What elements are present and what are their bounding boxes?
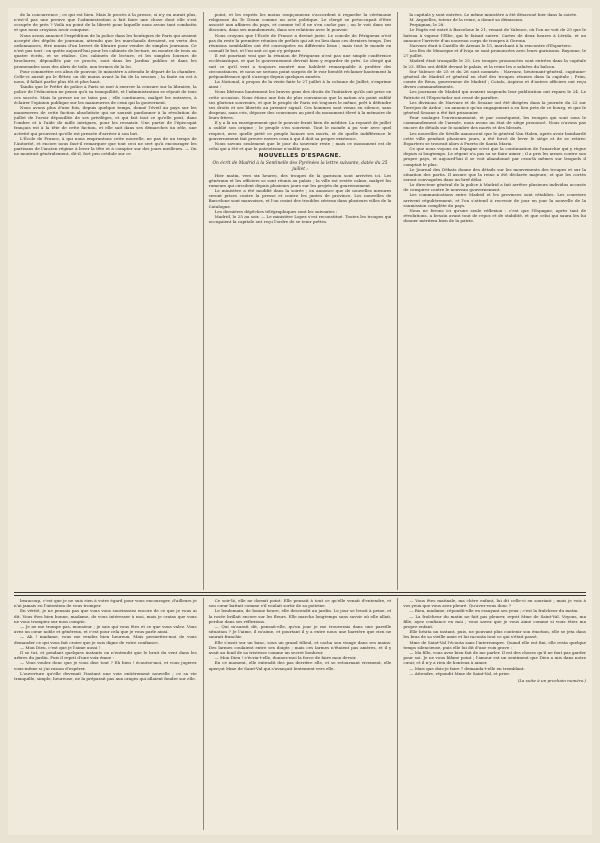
- feuilleton-paragraph: — Mon Dieu, c'est que je l'aime aussi !: [20, 644, 101, 650]
- news-paragraph: Les communications entre Madrid et les provinces sont rétablies. Les courriers arrivent régulièrement, et l'on s'attend à recevoir de jour en jour la nouvelle de la soumission complète du pays.: [403, 192, 587, 208]
- news-paragraph: Il est pourtant vrai que la réunion de Périgueux n'est pas une simple conférence ecclésiastique, et que le gouvernement devrait bien y regarder de près. Le clergé qui sait ce qu'il veut a toujours montré une habileté remarquable à profiter des circonstances, et nous ne serions point surpris de le voir bientôt réclamer hautement la prépondérance qu'il s'arroge depuis quelques années.: [208, 53, 392, 79]
- news-paragraph: Nous avons plus d'une fois, depuis quelque temps, donné l'éveil au pays sur les manœuvres de cette faction absolutiste qui ne saurait pardonner à la révolution de juillet de l'avoir dépouillée de ses privilèges, et qui fait tout ce qu'elle peut, dans l'ombre et à l'aide de mille intrigues, pour les ressaisir. Une partie de l'épiscopat français est à la tête de cette faction, et elle sait dans ses démarches un zèle, une activité qui prouvent qu'elle est pressée d'arriver à son but.: [14, 104, 197, 136]
- news-paragraph: Nous libérons hautement les braves gens des droits de l'initiative qu'ils ont prise en cette occasion. Nous étions une fois de plus convaincus que la nation n'a point oublié ses glorieux souvenirs, et que le peuple de Paris est toujours le même, prêt à défendre ses droits et ses libertés au premier signal. Ces hommes sont venus en silence, sans drapeau, sans cris, déposer des couronnes au pied du monument élevé à la mémoire de leurs frères.: [208, 89, 392, 121]
- news-paragraph: point, et les esprits les moins soupçonneux s'accordent à regarder la cérémonie religieuse du Te Deum comme un acte politique. Le clergé se préoccupait d'être associé aux affaires du pays, et comme tel il ne s'en cache pas ; on le voit dans ses discours, dans ses mandements, dans ses relations avec le pouvoir.: [208, 12, 392, 33]
- feuilleton-divider-thin: [14, 595, 586, 596]
- news-paragraph: Madrid était tranquille le 25. Les troupes prononcées sont entrées dans la capitale le 23. Elles ont défilé devant le palais, et la reine les a saluées du balcon.: [403, 58, 587, 69]
- spain-news-paragraph: Madrid, le 25 au soir. — Le ministère Lopez s'est reconstitué. Toutes les troupes qui occupaient la capitale ont reçu l'ordre de se tenir prêtes.: [208, 213, 392, 225]
- news-paragraph: Sur Valence de 25 et du 26 sont nommés : Narvaez, lieutenant-général, capitaine-général de Madrid et général en chef des troupes réunies dans la capitale ; Prim, comte de Reus, gouverneur de Madrid ; Cotalo, Aspiroz et d'autres officiers ont reçu divers commandements.: [403, 68, 587, 90]
- news-paragraph: La National, à propos de la visite faite le 27 juillet à la colonne de Juillet, s'exprime ainsi :: [208, 79, 392, 90]
- news-paragraph: Il y a là un enseignement que le pouvoir ferait bien de méditer. La royauté de juillet a oublié son origine ; le peuple s'en souvient. Tout le monde a pu voir avec quel respect, avec quelle piété ce peuple honore ses morts, et de quelle indifférence le gouvernement fait preuve envers ceux à qui il doit sa propre existence.: [208, 120, 392, 141]
- news-paragraph: M. Arguelles, tuteur de la reine, a donné sa démission.: [409, 17, 524, 23]
- feuilleton-paragraph: Elle s'assit sur un banc, sous un grand tilleul, et cacha son visage dans ses mains. Des larmes coulaient entre ses doigts ; mais ces larmes n'étaient pas amères, et il y avait au fond de sa tristesse comme un secret bonheur.: [208, 639, 392, 656]
- feuilleton-paragraph: Ce soir-là, elle ne dormit point. Elle pensait à tout ce qu'elle venait d'entendre, et son cœur battait comme s'il voulait sortir de sa poitrine.: [208, 598, 392, 609]
- spain-news-intro: On écrit de Madrid à la Sentinelle des Pyrénées la lettre suivante, datée du 25 juillet :: [212, 161, 388, 172]
- feuilleton-paragraph: — Mon Dieu ! s'écria-t-elle, donnez-moi la force de faire mon devoir.: [214, 655, 357, 661]
- news-paragraph: la capitale y sont entrées. Le même ministère a été désavoué hier dans la soirée.: [409, 12, 578, 17]
- feuilleton-paragraph: — Ma fille, vous avez bien fait de me parler. Il est des choses qu'il ne faut pas garder pour soi. Je ne vous blâme point ; l'amour est un sentiment que Dieu a mis dans notre cœur, et il n'y a rien de honteux à aimer.: [403, 650, 587, 666]
- feuilleton-paragraph: En vérité, je ne pensais pas que vous vous souvinssiez encore de ce que je vous ai dit. Vous êtes bien bonne, madame, de vous intéresser à moi, mais je crains que vous ne vous trompiez sur mon compte.: [14, 608, 197, 624]
- spain-news-paragraph: Le ministère a été modifié dans la soirée ; on annonce que de nouvelles mesures seront prises contre la presse et contre les juntes de province. Les nouvelles de Barcelone sont mauvaises, et l'on craint des troubles sérieux dans plusieurs villes de la Catalogne.: [208, 188, 392, 209]
- news-paragraph: Le Journal des Débats donne des détails sur les mouvements des troupes et sur la situation des partis. Il assure que la reine a été déclarée majeure, et que les cortès seront convoquées dans un bref délai.: [403, 166, 587, 182]
- news-paragraph: Les îles de Minorque et d'Iviça se sont prononcées avec leurs garnisons. Bayonne, le 27 juillet.: [403, 48, 587, 59]
- feuilleton-paragraph: L'ouverture qu'elle devenait l'instant une voie entièrement nouvelle ; ce sa vie tranquille, simple, heureuse, ne la préparait pas aux orages qui allaient fondre sur elle.: [14, 670, 197, 682]
- feuilleton-paragraph: — Je ne me trompe pas, monsieur ; je sais qui vous êtes et ce que vous valez. Vous avez un cœur noble et généreux, et c'est pour cela que je vous parle ainsi.: [14, 624, 197, 635]
- newspaper-page: [8, 8, 592, 835]
- news-column-1: [14, 12, 197, 590]
- news-column-2: [203, 12, 392, 590]
- news-paragraph: Nous savons seulement que le jour du souvenir reste ; mais ce monument est de celui qui a été et que le patriotisme n'oublie pas.: [208, 140, 392, 152]
- news-paragraph: Perpignan, le 28.: [409, 22, 445, 28]
- feuilleton-paragraph: En ce moment, elle entendit des pas derrière elle, et se retournant vivement, elle aperçut Mme de Saint-Val qui s'avançait lentement vers elle.: [208, 660, 392, 671]
- news-paragraph: Nous croyons que l'École de France a deviné juste. Le concile de Périgueux n'est pas du reste la première réunion de prélats qui ait eu lieu dans ces derniers temps. Des réunions semblables ont été convoquées en différents lieux ; mais tout le monde en connaît le but, et l'on sait ce qui s'y prépare.: [208, 32, 392, 54]
- feuilleton-paragraph: — Rien, madame, répondit-elle en essuyant ses yeux ; c'est la fraîcheur du matin.: [409, 608, 579, 614]
- news-paragraph: Les journaux de Madrid qui avaient suspendu leur publication ont reparu le 24. Le Patriote et l'Espectador ont cessé de paraître.: [403, 89, 587, 100]
- feuilleton-paragraph: Le lendemain, de bonne heure, elle descendit au jardin. Le jour se levait à peine, et la rosée brillait encore sur les fleurs. Elle marcha longtemps sans savoir où elle allait, perdue dans ses réflexions.: [208, 608, 392, 624]
- news-paragraph: Le directeur général de la police à Madrid a fait arrêter plusieurs individus accusés de conspirer contre le nouveau gouvernement.: [403, 182, 587, 193]
- continuation-note: (La suite à un prochain numéro.): [517, 678, 587, 684]
- news-paragraph: Pour soulager l'environnement, et par conséquent, les troupes qui sont sous le commandement de l'armée, nous avons un état de siège prononcé. Nous n'avons pas encore de détails sur le nombre des morts et des blessés.: [403, 115, 587, 131]
- news-paragraph: Nous avons annoncé l'expédition de la police dans les boutiques de Paris qui avaient accepté des dépôts de journaux, attendu que les marchands devaient, en vertu des ordonnances, être munis d'un brevet de libraire pour vendre de simples journaux. Ce n'est pas tout : on quitte aujourd'hui pour les cabinets de lecture, en montre de trois ou quatre écrits, et se réalise. Ces cabinets de lecture, et les simples loueurs de brochures, dépouillés par ce procès, sont dans les Jardins publics et dans les promenades sous des abris de toile, aux termes de la loi.: [14, 32, 197, 69]
- feuilleton-paragraph: — Vous voulez donc que je vous dise tout ? Eh bien ! écoutez-moi, et vous jugerez vous-même si j'ai raison d'espérer.: [14, 660, 197, 671]
- news-paragraph: Les nouvelles de Séville annoncent que le général Van Halen, après avoir bombardé cette ville pendant plusieurs jours, a été forcé de lever le siège et de se retirer. Espartero se trouvait alors à Puerto de Santa Maria.: [403, 130, 587, 146]
- feuilleton-columns: [14, 598, 586, 830]
- news-paragraph: L'École de France, à qui nous empruntons cette nouvelle, ne pas de un temps de l'Autorité, et encore nous faut-il remarquer que tout ceci ne sert qu'à encourager les partisans de l'ancien régime à lever la tête et à compter sur des jours meilleurs. — On ne montrait généralement, dit-il, fort peu crédule sur ce: [14, 135, 197, 157]
- feuilleton-paragraph: — Attendre, répondit Mme de Saint-Val, et prier.: [409, 670, 511, 676]
- feuilleton-paragraph: Il se tut, et pendant quelques instants on n'entendit que le bruit du vent dans les arbres du jardin. Puis il reprit d'une voix émue :: [14, 650, 197, 661]
- feuilleton-paragraph: — Qui m'aurait dit, pensait-elle, qu'un jour je me trouverais dans une pareille situation ? Je l'aime, il m'aime, et pourtant il y a entre nous une barrière que rien ne saurait franchir.: [208, 624, 392, 640]
- feuilleton-column-3: [397, 598, 586, 830]
- feuilleton-paragraph: beaucoup, c'est que je ne suis rien à votre égard pour vous encourager, d'ailleurs je n'ai jamais eu l'intention de vous tromper.: [14, 598, 197, 609]
- feuilleton-paragraph: — Ah ! madame, vous me rendez bien heureux. Mais permettez-moi de vous demander ce qui vous fait croire que je suis digne de votre confiance.: [14, 634, 197, 645]
- spain-news-paragraph: Les dernières dépêches télégraphiques sont les suivantes :: [214, 208, 338, 214]
- news-paragraph: Les divisions de Narvaez et de Seoane ont été dirigées dans la journée du 22 sur Torrejon de Ardoz ; on annonce qu'un engagement a eu lieu près de ce bourg, et que le général Seoane a été fait prisonnier.: [403, 99, 587, 115]
- news-paragraph: Ce que nous voyons en Espagne n'est que la continuation de l'anarchie qui y règne depuis si longtemps. Le régent n'a pas su se faire aimer ; il a pris les armes contre son propre pays, et aujourd'hui il se voit abandonné par ceux-là mêmes sur lesquels il comptait le plus.: [403, 146, 587, 167]
- feuilleton-paragraph: — La fraîcheur du matin ne fait pas pleurer, reprit Mme de Saint-Val. Voyons, ma fille, ayez confiance en moi ; vous savez que je vous aime comme si vous étiez ma propre enfant.: [403, 613, 587, 630]
- feuilleton-paragraph: Mme de Saint-Val l'écouta sans l'interrompre. Quand elle eut fini, elle resta quelque temps silencieuse, puis elle lui dit d'une voix grave :: [403, 639, 587, 650]
- feuilleton-divider: [14, 592, 586, 593]
- news-paragraph: Tandis que le Préfet de police à Paris se met à exercer la censure sur la librairie, la police de l'éducation ne pense qu'à sa tranquillité, et l'administration se réjouit de tous ces succès. Mais la presse ne se taira pas ; elle continuera, malgré les entraves, à éclairer l'opinion publique sur les manœuvres de ceux qui la gouvernent.: [14, 84, 197, 105]
- feuilleton-paragraph: — Vous êtes matinale, ma chère enfant, lui dit celle-ci en souriant ; mais je vois à vos yeux que vous avez pleuré. Qu'avez-vous donc ?: [403, 598, 587, 609]
- news-paragraph: Pour commettre ces abus de pouvoir, le ministère a attendu le départ de la chambre. Celle-ci aurait pu le flétrir, on dit moins avant la fin de la session ; la faute en est à nous, il fallait parler plus tôt et plus haut.: [14, 68, 197, 85]
- spain-news-paragraph: Hier matin, vers six heures, des troupes de la garnison sont arrivées ici. Les généraux et les officiers se sont réunis au palais ; la ville est restée calme, malgré les rumeurs qui circulent depuis plusieurs jours sur les projets du gouvernement.: [208, 172, 392, 188]
- feuilleton-paragraph: — Mais que dois-je faire ? demanda-t-elle en tremblant.: [409, 665, 525, 671]
- news-column-3: [397, 12, 586, 590]
- news-columns: [14, 12, 586, 590]
- feuilleton-paragraph: Elle hésita un instant, puis, ne pouvant plus contenir son émotion, elle se jeta dans les bras de sa vieille amie et lui raconta tout ce qui s'était passé.: [403, 629, 587, 640]
- spain-news-heading: NOUVELLES D'ESPAGNE.: [258, 153, 342, 160]
- news-paragraph: de la concurrence ; ce qui est bien. Mais le procès à la presse, si n'y en aurait plus, n'est-il pas une preuve que l'administration a fait faire une chose dont elle s'est occupée de près ? Voilà un point de la liberté pour laquelle nous avons tant combattu et que nous croyions avoir conquise.: [14, 12, 197, 33]
- news-paragraph: Narvaez était à Castillo de Arenas le 15, marchant à la rencontre d'Espartero.: [409, 42, 572, 48]
- feuilleton-column-2: [203, 598, 392, 830]
- news-paragraph: Le Pagès est entré à Barcelone le 21, venant de Valence, où l'on ne voit de 25 que le bateau à vapeur l'Elbe, qui le faisait suivre. Cartes de deux heures à Lérida, et on annonce l'arrivée d'un nouveau corps de troupes à Gerona.: [403, 27, 587, 43]
- feuilleton-column-1: [14, 598, 197, 830]
- news-paragraph: Nous ne ferons ici qu'une seule réflexion : c'est que l'Espagne, après tant de révolutions, a besoin avant tout de repos et de stabilité, et que celui qui saura les lui donner méritera bien de la patrie.: [403, 207, 587, 224]
